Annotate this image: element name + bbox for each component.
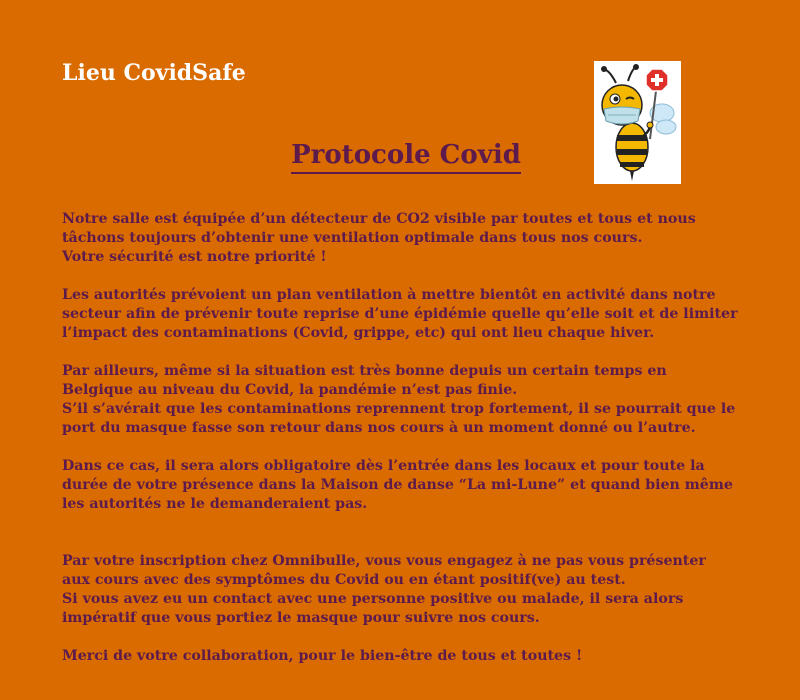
document-body [62,210,782,666]
paragraph-mask-obligation: Dans ce cas, il sera alors obligatoire dès l’entrée dans les locaux et pour toute la durée de votre présence dans la Maison de danse “La mi-Lune” et quand bien même les autorités ne le demanderaient pas. [62,458,733,512]
paragraph-spacer [62,343,782,362]
paragraph-situation: Par ailleurs, même si la situation est très bonne depuis un certain temps en Belgique au niveau du Covid, la pandémie n’est pas finie. S’il s’avérait que les contaminations reprennent trop fortement, il se pourrait que le port du masque fasse son retour dans nos cours à un moment donné ou l’autre. [62,363,736,436]
paragraph-spacer [62,438,782,457]
paragraph-thanks: Merci de votre collaboration, pour le bien-être de tous et toutes ! [62,648,583,664]
page-title [0,140,800,170]
paragraph-authorities: Les autorités prévoient un plan ventilation à mettre bientôt en activité dans notre secteur afin de prévenir toute reprise d’une épidémie quelle qu’elle soit et de limiter l’impact des contaminations (Covid, grippe, etc) qui ont lieu chaque hiver. [62,287,738,341]
site-title: Lieu CovidSafe [62,60,246,86]
paragraph-spacer [62,514,782,552]
paragraph-ventilation: Notre salle est équipée d’un détecteur de CO2 visible par toutes et tous et nous tâchons toujours d’obtenir une ventilation optimale dans tous nos cours. Votre sécurité est notre priorité ! [62,211,696,265]
page-title-text: Protocole Covid [291,140,521,174]
paragraph-spacer [62,267,782,286]
paragraph-registration: Par votre inscription chez Omnibulle, vous vous engagez à ne pas vous présenter aux cours avec des symptômes du Covid ou en étant positif(ve) au test. Si vous avez eu un contact avec une personne positive ou malade, il sera alors impératif que vous portiez le masque pour suivre nos cours. [62,553,706,626]
paragraph-spacer [62,628,782,647]
